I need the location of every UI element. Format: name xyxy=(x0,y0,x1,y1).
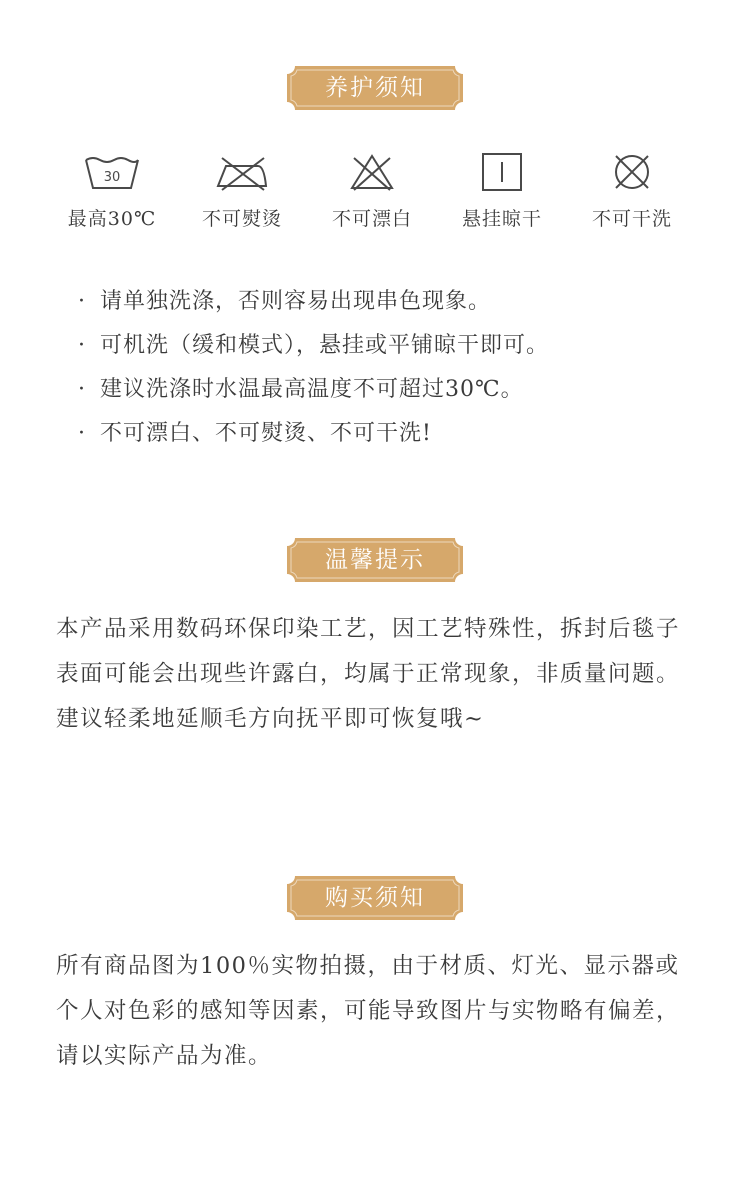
tips-title-banner xyxy=(287,538,463,582)
care-bullet-item xyxy=(78,324,718,368)
purchase-text: 所有商品图为100％实物拍摄，由于材质、灯光、显示器或个人对色彩的感知等因素，可能导致图片与实物略有偏差，请以实际产品为准。 xyxy=(56,953,681,1069)
care-bullet-text: 请单独洗涤，否则容易出现串色现象。 xyxy=(100,289,492,314)
tips-title: 温馨提示 xyxy=(325,547,425,573)
care-bullet-text: 建议洗涤时水温最高温度不可超过30℃。 xyxy=(100,377,524,402)
bullet-marker: · xyxy=(78,289,86,314)
hang-dry-icon xyxy=(472,152,532,192)
care-item-hang-dry xyxy=(437,152,567,231)
care-item-wash xyxy=(47,152,177,231)
care-bullet-text: 不可漂白、不可熨烫、不可干洗! xyxy=(100,421,432,446)
no-bleach-icon xyxy=(342,152,402,192)
purchase-title: 购买须知 xyxy=(325,885,425,911)
care-icons-row xyxy=(0,152,750,252)
care-label-hang-dry: 悬挂晾干 xyxy=(461,208,542,230)
care-item-no-bleach xyxy=(307,152,437,231)
bullet-marker: · xyxy=(78,333,86,358)
wash-temp-label: 30 xyxy=(103,170,121,185)
care-item-no-dry-clean xyxy=(567,152,697,231)
care-label-no-dry-clean: 不可干洗 xyxy=(591,208,672,230)
care-item-no-iron xyxy=(177,152,307,231)
no-iron-icon xyxy=(212,152,272,192)
care-title-banner xyxy=(287,66,463,110)
care-bullet-list xyxy=(78,280,718,456)
bullet-marker: · xyxy=(78,377,86,402)
bullet-marker: · xyxy=(78,421,86,446)
care-bullet-text: 可机洗（缓和模式），悬挂或平铺晾干即可。 xyxy=(100,333,550,358)
wash-30-icon xyxy=(82,152,142,192)
tips-text: 本产品采用数码环保印染工艺，因工艺特殊性，拆封后毯子表面可能会出现些许露白，均属于正常现象，非质量问题。建议轻柔地延顺毛方向抚平即可恢复哦~ xyxy=(56,616,681,732)
care-title: 养护须知 xyxy=(325,75,425,101)
care-label-no-iron: 不可熨烫 xyxy=(201,208,282,230)
care-label-wash: 最高30℃ xyxy=(67,208,157,230)
care-bullet-item xyxy=(78,280,718,324)
purchase-title-banner xyxy=(287,876,463,920)
no-dry-clean-icon xyxy=(602,152,662,192)
care-label-no-bleach: 不可漂白 xyxy=(331,208,412,230)
care-bullet-item xyxy=(78,368,718,412)
care-bullet-item xyxy=(78,412,718,456)
